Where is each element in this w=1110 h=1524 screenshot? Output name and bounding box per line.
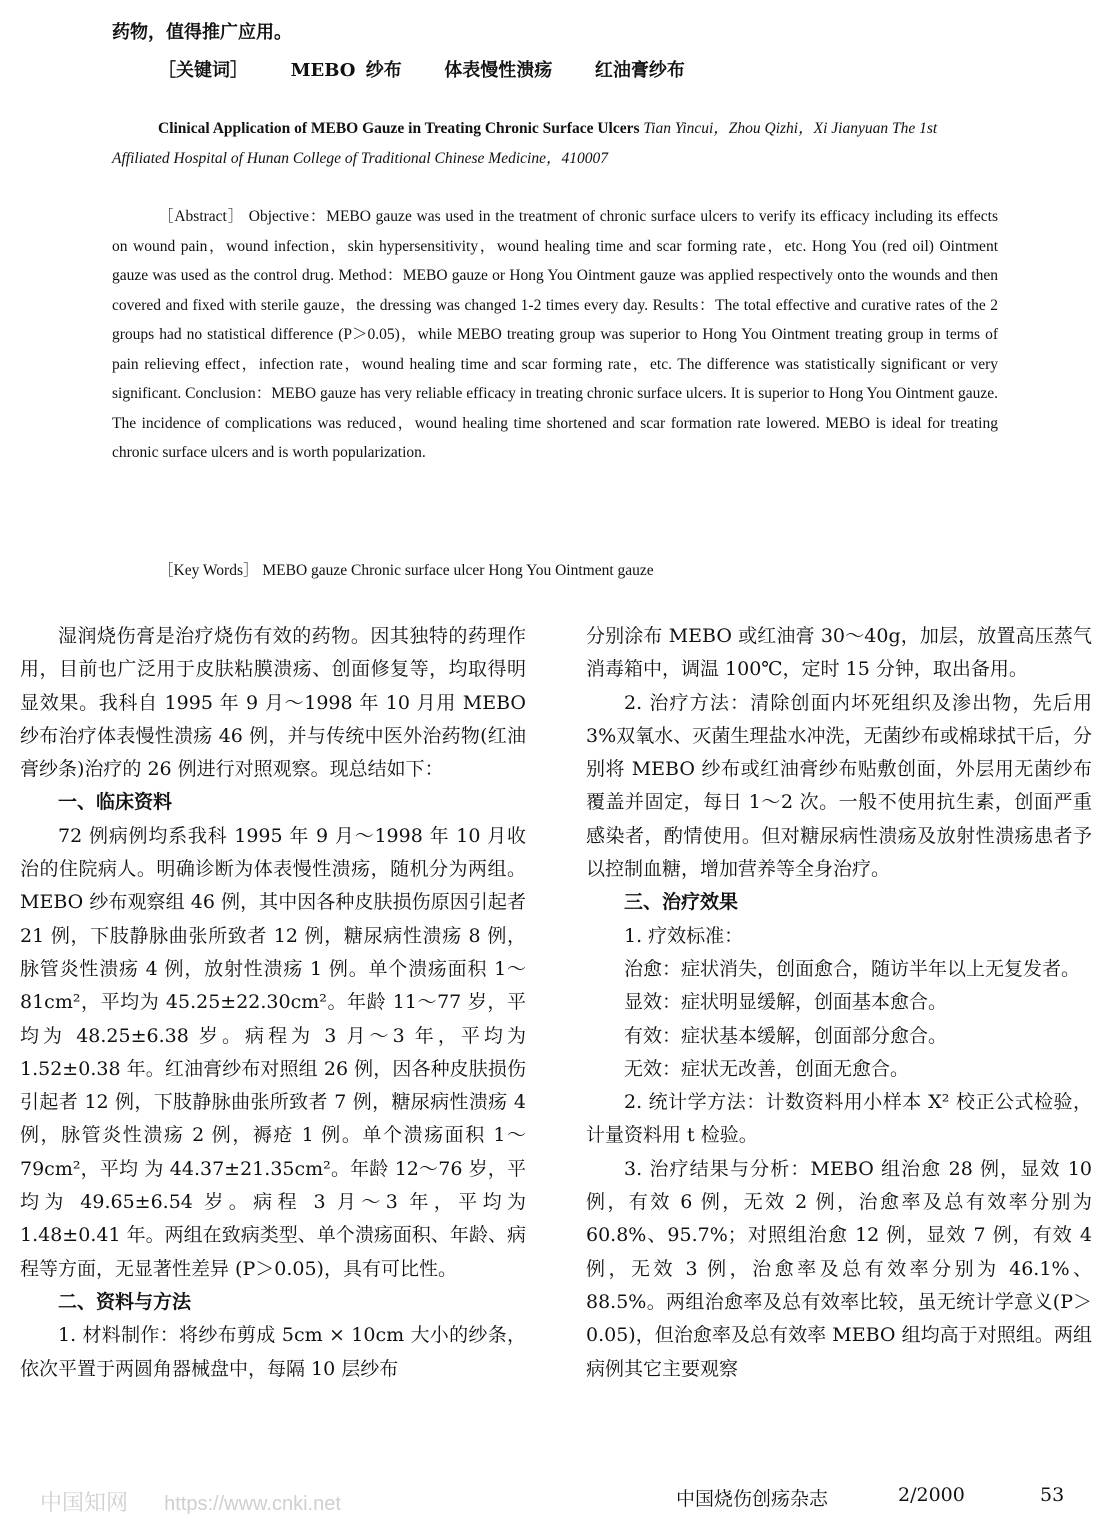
left-column xyxy=(20,620,526,1386)
english-title: Clinical Application of MEBO Gauze in Treating Chronic Surface Ulcers xyxy=(158,120,640,137)
paragraph: 1. 疗效标准： xyxy=(624,924,744,947)
paragraph: 3. 治疗结果与分析：MEBO 组治愈 28 例，显效 10 例，有效 6 例，无效 2 例，治愈率及总有效率分别为 60.8%、95.7%；对照组治愈 12 例，显效 7 例，有效 4 例，无效 3 例，治愈率及总有效率分别为 46.1%、88.5%。两组治愈率及总有效率比较，虽无统计学意义(P＞0.05)，但治愈率及总有效率 MEBO 组均高于对照组。两组病例其它主要观察 xyxy=(586,1157,1092,1380)
paragraph: 湿润烧伤膏是治疗烧伤有效的药物。因其独特的药理作用，目前也广泛用于皮肤粘膜溃疡、创面修复等，均取得明显效果。我科自 1995 年 9 月～1998 年 10 月用 MEBO 纱布治疗体表慢性溃疡 46 例，并与传统中医外治药物(红油膏纱条)治疗的 26 例进行对照观察。现总结如下： xyxy=(20,625,526,781)
right-column xyxy=(586,620,1092,1386)
section-heading: 一、临床资料 xyxy=(58,791,173,814)
page-number: 53 xyxy=(1040,1484,1065,1506)
paragraph: 2. 治疗方法：清除创面内坏死组织及渗出物，先后用 3%双氧水、灭菌生理盐水冲洗，无菌纱布或棉球拭干后，分别将 MEBO 纱布或红油膏纱布贴敷创面，外层用无菌纱布覆盖并固定，每日 1～2 次。一般不使用抗生素，创面严重感染者，酌情使用。但对糖尿病性溃疡及放射性溃疡患者予以控制血糖，增加营养等全身治疗。 xyxy=(586,691,1092,881)
paragraph: 分别涂布 MEBO 或红油膏 30～40g，加层，放置高压蒸气消毒箱中，调温 100℃，定时 15 分钟，取出备用。 xyxy=(586,625,1092,681)
watermark-logo: 中国知网 xyxy=(40,1490,129,1515)
keyword-item: 红油膏纱布 xyxy=(594,60,685,81)
paragraph: 72 例病例均系我科 1995 年 9 月～1998 年 10 月收治的住院病人。明确诊断为体表慢性溃疡，随机分为两组。MEBO 纱布观察组 46 例，其中因各种皮肤损伤原因引起者 21 例，下肢静脉曲张所致者 12 例，糖尿病性溃疡 8 例，脉管炎性溃疡 4 例，放射性溃疡 1 例。单个溃疡面积 1～81cm²，平均为 45.25±22.30cm²。年龄 11～77 岁，平均为 48.25±6.38 岁。病程为 3 月～3 年，平均为 1.52±0.38 年。红油膏纱布对照组 26 例，因各种皮肤损伤引起者 12 例，下肢静脉曲张所致者 7 例，糖尿病性溃疡 4 例，脉管炎性溃疡 2 例，褥疮 1 例。单个溃疡面积 1～79cm²，平均 为 44.37±21.35cm²。年龄 12～76 岁，平均为 49.65±6.54 岁。病程 3 月～3 年，平均为 1.48±0.41 年。两组在致病类型、单个溃疡面积、年龄、病程等方面，无显著性差异 (P＞0.05)，具有可比性。 xyxy=(20,824,526,1280)
english-keywords: ［Key Words］ MEBO gauze Chronic surface ulcer Hong You Ointment gauze xyxy=(158,562,654,579)
journal-name: 中国烧伤创疡杂志 xyxy=(676,1488,829,1510)
journal-issue: 2/2000 xyxy=(898,1484,965,1506)
criteria-item: 有效：症状基本缓解，创面部分愈合。 xyxy=(624,1024,948,1047)
page-footer xyxy=(0,1480,1110,1514)
paragraph: 1. 材料制作：将纱布剪成 5cm × 10cm 大小的纱条，依次平置于两圆角器械盘中，每隔 10 层纱布 xyxy=(20,1324,526,1380)
keyword-item: MEBO 纱布 xyxy=(290,60,402,81)
criteria-item: 无效：症状无改善，创面无愈合。 xyxy=(624,1057,910,1080)
continued-text: 药物，值得推广应用。 xyxy=(112,22,292,43)
criteria-item: 显效：症状明显缓解，创面基本愈合。 xyxy=(624,991,948,1014)
section-heading: 二、资料与方法 xyxy=(58,1290,192,1313)
english-title-block xyxy=(112,114,998,173)
english-abstract: ［Abstract］ Objective：MEBO gauze was used in the treatment of chronic surface ulcers to verify its efficacy including its effects on wound pain，wound infection，skin hypersensitivity，wound healing time and scar forming rate，etc. Hong You (red oil) Ointment gauze was used as the control drug. Method：MEBO gauze or Hong You Ointment gauze was applied respectively onto the wounds and then covered and fixed with sterile gauze，the dressing was changed 1-2 times every day. Results：The total effective and curative rates of the 2 groups had no statistical difference (P＞0.05)，while MEBO treating group was superior to Hong You Ointment treating group in terms of pain relieving effect，infection rate，wound healing time and scar forming rate，etc. The difference was statistically significant or very significant. Conclusion：MEBO gauze has very reliable efficacy in treating chronic surface ulcers. It is superior to Hong You Ointment gauze. The incidence of complications was reduced，wound healing time shortened and scar formation rate lowered. MEBO is ideal for treating chronic surface ulcers and is worth popularization. xyxy=(112,208,998,461)
criteria-item: 治愈：症状消失，创面愈合，随访半年以上无复发者。 xyxy=(624,957,1081,980)
section-heading: 三、治疗效果 xyxy=(624,891,739,914)
watermark-url: https://www.cnki.net xyxy=(164,1493,341,1515)
paragraph: 2. 统计学方法：计数资料用小样本 X² 校正公式检验，计量资料用 t 检验。 xyxy=(586,1091,1092,1147)
watermark xyxy=(40,1486,341,1517)
keywords-cn xyxy=(158,56,685,82)
english-authors: Tian Yincui，Zhou Qizhi，Xi Jianyuan The 1st Affiliated Hospital of Hunan College of Traditional Chinese Medicine，410007 xyxy=(112,120,938,167)
keywords-cn-label: ［关键词］ xyxy=(158,60,248,81)
keyword-item: 体表慢性溃疡 xyxy=(444,60,553,81)
